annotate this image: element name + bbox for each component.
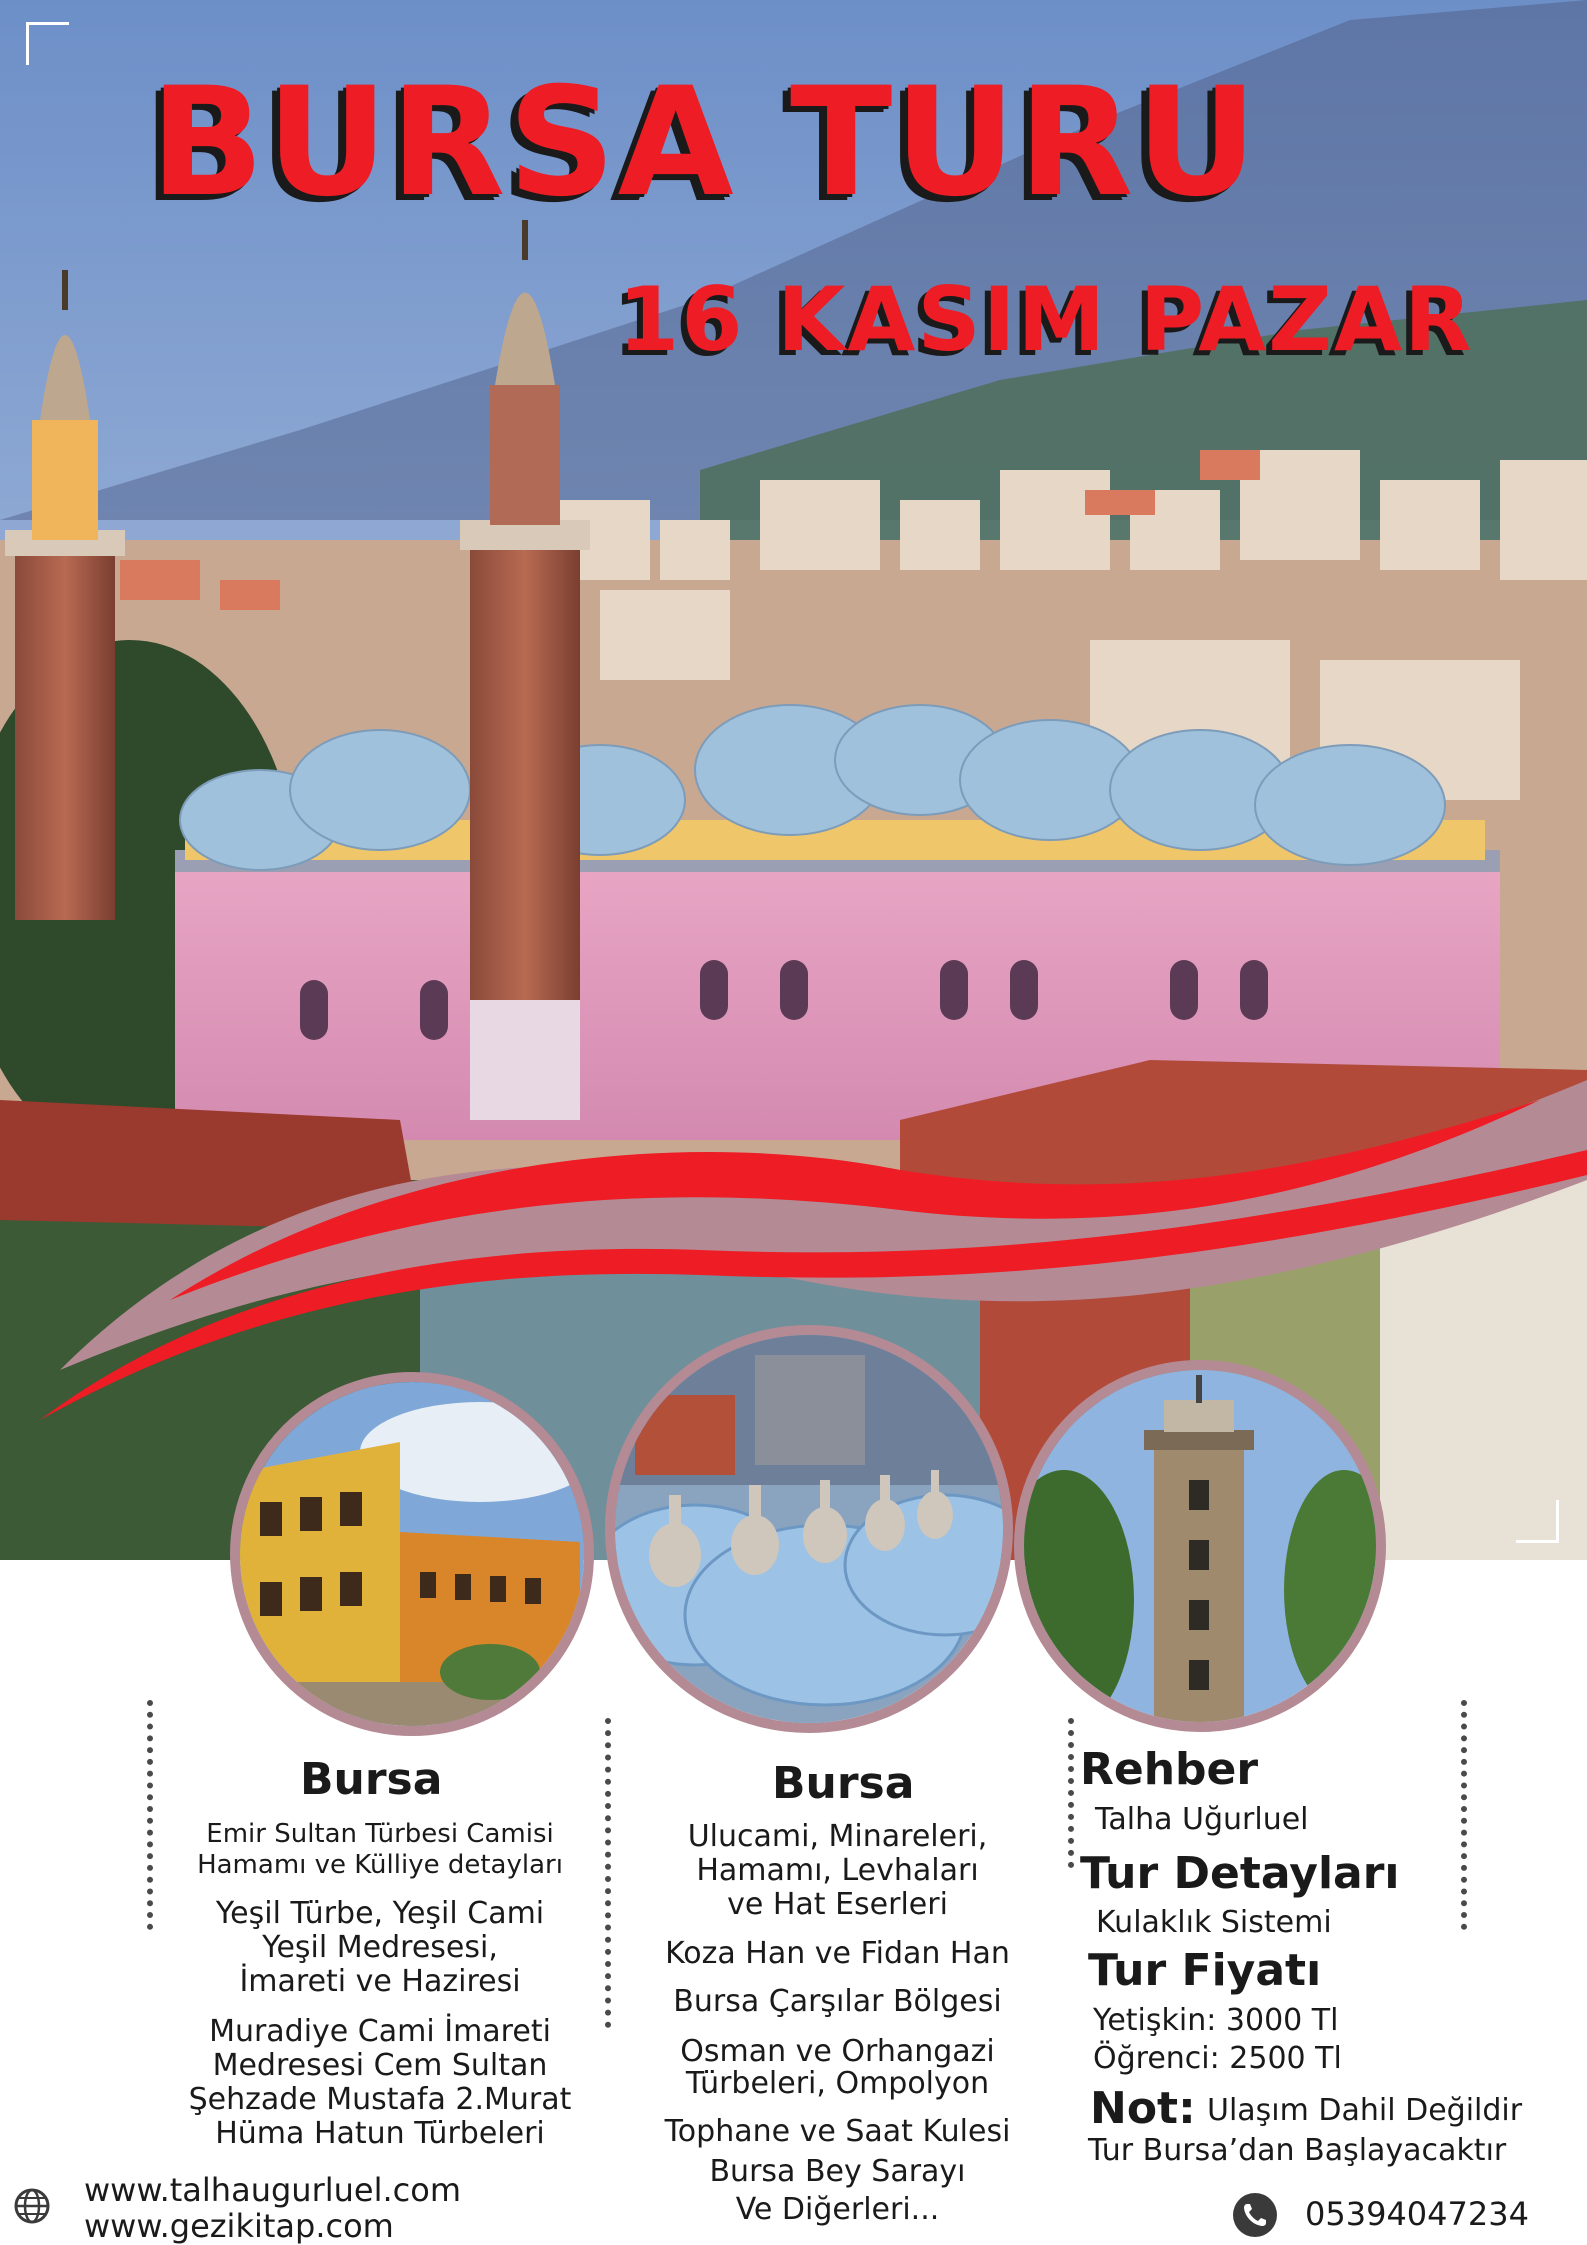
col2-line: ve Hat Eserleri [727, 1887, 948, 1922]
col2-line: Tophane ve Saat Kulesi [664, 2114, 1011, 2149]
corner-bracket-bottom-right [1516, 1500, 1559, 1543]
website-list [20, 2172, 461, 2244]
dotted-separator [605, 1718, 611, 2028]
tour-date: 16 KASIM PAZAR [618, 268, 1474, 371]
col1-line: Emir Sultan Türbesi Camisi [206, 1819, 554, 1849]
note-line-2: Tur Bursa’dan Başlayacaktır [1088, 2133, 1507, 2168]
dotted-separator [1461, 1700, 1467, 1930]
corner-bracket-top-left [26, 22, 69, 65]
website-link[interactable]: www.gezikitap.com [84, 2207, 394, 2245]
guide-heading: Rehber [1080, 1744, 1259, 1795]
col1-line: Hamamı ve Külliye detayları [197, 1850, 563, 1880]
col2-line: Ulucami, Minareleri, [687, 1819, 988, 1854]
dotted-separator [1068, 1718, 1074, 1868]
details-text: Kulaklık Sistemi [1096, 1905, 1332, 1940]
guide-name: Talha Uğurluel [1095, 1802, 1309, 1837]
col1-heading: Bursa [300, 1754, 443, 1805]
col2-line: Türbeleri, Ompolyon [685, 2066, 990, 2101]
col1-line: Muradiye Cami İmareti [209, 2014, 551, 2049]
note-line-1: Ulaşım Dahil Değildir [1207, 2093, 1523, 2128]
details-heading: Tur Detayları [1080, 1848, 1400, 1899]
price-adult: Yetişkin: 3000 Tl [1093, 2003, 1339, 2038]
col2-heading: Bursa [772, 1758, 915, 1809]
website-link[interactable]: www.talhaugurluel.com [84, 2171, 461, 2209]
mosque-domes-photo [605, 1325, 1013, 1733]
col1-line: Medresesi Cem Sultan [212, 2048, 548, 2083]
phone-number[interactable]: 05394047234 [1305, 2195, 1529, 2233]
dotted-separator [147, 1700, 153, 1930]
col1-line: Hüma Hatun Türbeleri [215, 2116, 545, 2151]
col2-line: Ve Diğerleri... [735, 2192, 940, 2227]
poster-title: BURSA TURU [150, 56, 1260, 230]
clock-tower-photo [1014, 1360, 1386, 1732]
phone-icon [1233, 2193, 1277, 2237]
price-student: Öğrenci: 2500 Tl [1093, 2041, 1342, 2076]
col1-line: İmareti ve Haziresi [239, 1964, 521, 1999]
col2-line: Osman ve Orhangazi [680, 2034, 995, 2069]
col2-line: Bursa Bey Sarayı [709, 2154, 966, 2189]
col2-line: Koza Han ve Fidan Han [665, 1936, 1010, 1971]
col1-line: Şehzade Mustafa 2.Murat [188, 2082, 572, 2117]
col2-line: Bursa Çarşılar Bölgesi [673, 1984, 1002, 2019]
col2-line: Hamamı, Levhaları [696, 1853, 979, 1888]
col1-line: Yeşil Medresesi, [262, 1930, 498, 1965]
note-label: Not: [1090, 2083, 1196, 2134]
ottoman-houses-photo [230, 1372, 594, 1736]
price-heading: Tur Fiyatı [1088, 1945, 1322, 1996]
col1-line: Yeşil Türbe, Yeşil Cami [215, 1896, 545, 1931]
